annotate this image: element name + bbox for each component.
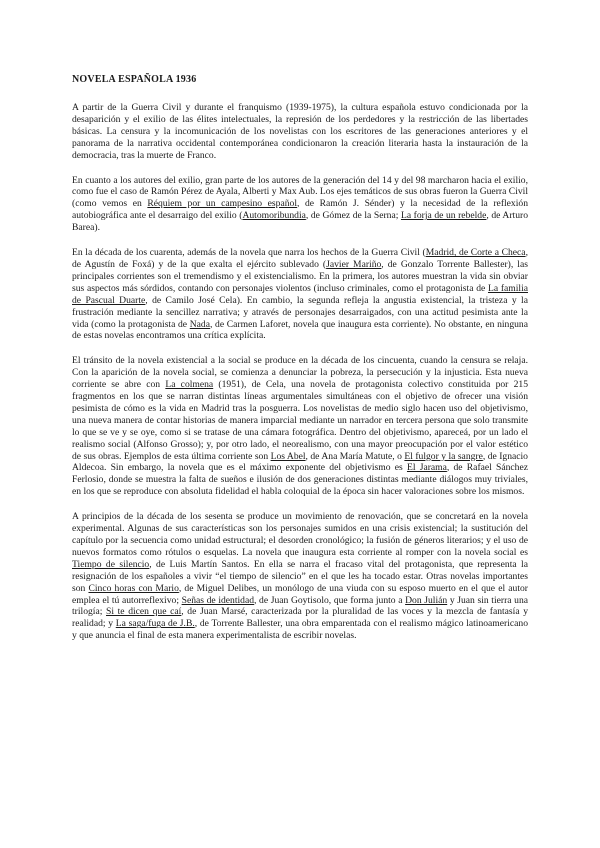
book-title: Tiempo de silencio xyxy=(72,558,150,570)
text-run: , de Carmen Laforet, novela que inaugura esta corriente). No obstante, en ninguna de estas novelas encontramos una crítica explícita. xyxy=(72,318,528,342)
text-run: , de Gonzalo Torrente Ballester), las principales corrientes son el tremendismo y el existencialismo. En la primera, los autores muestran la vida sin obviar sus aspectos más sórdidos, contando con personajes violentos (incluso criminales, como el protagonista de xyxy=(72,258,528,294)
text-run: , de Torrente Ballester, una obra emparentada con el realismo mágico latinoamericano y que anuncia el final de esta manera experimentalista de escribir novelas. xyxy=(72,618,528,642)
text-run: , de Agustín de Foxá) y de la que exalta el ejército sublevado ( xyxy=(72,247,528,270)
book-title: La saga/fuga de J.B. xyxy=(115,618,195,630)
book-title: Madrid, de Corte a Checa xyxy=(425,247,526,259)
book-title: Nada xyxy=(189,318,210,330)
book-title: Si te dicen que caí xyxy=(106,606,182,618)
text-run: En la década de los cuarenta, además de la novela que narra los hechos de la Guerra Civil ( xyxy=(72,247,426,259)
book-title: Réquiem por un campesino español xyxy=(147,198,297,210)
book-title: La colmena xyxy=(165,379,214,391)
book-title: El Jarama xyxy=(406,462,447,474)
text-run: , de Juan Goytisolo, que forma junto a xyxy=(254,594,406,606)
book-title: La familia de Pascual Duarte xyxy=(72,282,528,306)
book-title: Javier Mariño xyxy=(326,258,382,270)
text-run: , de Juan Marsé, caracterizada por la pluralidad de las voces y la mezcla de fantasía y realidad; y xyxy=(72,606,529,630)
text-run: , de Camilo José Cela). En cambio, la segunda refleja la angustia existencial, la tristeza y la frustración mediante la sencillez narrativa; y através de personajes desarraigados, con una actitud pesimista ante la vida (como la protagonista de xyxy=(72,294,528,330)
text-run: , de Rafael Sánchez Ferlosio, donde se muestra la falta de sueños e ilusión de dos generaciones distintas mediante diálogos muy triviales, en los que se reproduce con absoluta fidelidad el habla coloquial de la época sin hacer valoraciones sobre los mismos. xyxy=(72,462,529,498)
book-title: Automoribundia xyxy=(242,210,306,222)
text-run: , de Ana María Matute, o xyxy=(305,450,405,462)
text-run: A partir de la Guerra Civil y durante el franquismo (1939-1975), la cultura española estuvo condicionada por la desaparición y el exilio de las élites intelectuales, la represión de los perdedores y la restricción de las libertades básicas. La censura y la incomunicación de los novelistas con los escritores de las generaciones anteriores y el panorama de la narrativa occidental contemporánea condicionaron la creación literaria hasta la instauración de la democracia, tras la muerte de Franco. xyxy=(72,102,528,161)
paragraph-forties xyxy=(72,247,528,342)
document-page xyxy=(72,74,528,653)
text-run: , de Arturo Barea). xyxy=(72,210,528,234)
text-run: , de Gómez de la Serna; xyxy=(305,210,401,222)
text-run: En cuanto a los autores del exilio, gran parte de los autores de la generación del 14 y del 98 marcharon hacia el exilio, como fue el caso de Ramón Pérez de Ayala, Alberti y Max Aub. Los ejes temáticos de sus obras fueron la Guerra Civil (como vemos en xyxy=(72,174,528,210)
paragraph-fifties xyxy=(72,355,528,498)
book-title: Señas de identidad xyxy=(181,594,255,606)
text-run: A principios de la década de los sesenta se produce un movimiento de renovación, que se concretará en la novela experimental. Algunas de sus características son los personajes sumidos en una crisis existencial; la sustitución del capítulo por la secuencia como unidad estructural; el desorden cronológico; la fusión de géneros literarios; y el uso de nuevos formatos como rótulos o esquelas. La novela que inaugura esta corriente al romper con la novela social es xyxy=(72,511,528,558)
document-title: NOVELA ESPAÑOLA 1936 xyxy=(72,74,197,85)
book-title: La forja de un rebelde xyxy=(400,210,487,222)
text-run: , de Ignacio Aldecoa. Sin embargo, la novela que es el máximo exponente del objetivismo es xyxy=(72,450,528,474)
book-title: Cinco horas con Mario xyxy=(88,582,179,594)
paragraph-exile xyxy=(72,175,528,235)
text-run: (1951), de Cela, una novela de protagonista colectivo constituida por 215 fragmentos en los que se narran distintas líneas argumentales simultáneas con el objetivo de ofrecer una visión pesimista de cómo es la vida en Madrid tras la posguerra. Los novelistas de medio siglo hacen uso del objetivismo, una nueva manera de contar historias de manera imparcial mediante un narrador en tercera persona que solo transmite lo que se ve y se oye, como si se tratase de una cámara fotográfica. Dentro del objetivismo, apareceá, por un lado el realismo social (Alfonso Grosso); y, por otro lado, el neorealismo, con una mayor preocupación por el valor estético de sus obras. Ejemplos de esta última corriente son xyxy=(72,379,528,462)
text-run: , de Miguel Delibes, un monólogo de una viuda con su esposo muerto en el que el autor emplea el tú autorreflexivo; xyxy=(72,582,528,606)
paragraph-intro xyxy=(72,102,528,162)
text-run: y Juan sin tierra una trilogía; xyxy=(72,594,529,618)
text-run: , de Luis Martín Santos. En ella se narra el fracaso vital del protagonista, que representa la resignación de los españoles a vivir “el tiempo de silencio” en el que les ha tocado estar. Otras novelas importantes son xyxy=(72,558,528,594)
text-run: , de Ramón J. Sénder) y la necesidad de la reflexión autobiográfica ante el desarraigo del exilio ( xyxy=(72,198,528,222)
book-title: Don Julián xyxy=(405,594,448,606)
book-title: El fulgor y la sangre xyxy=(404,450,483,462)
text-run: El tránsito de la novela existencial a la social se produce en la década de los cincuenta, cuando la censura se relaja. Con la aparición de la novela social, se comienza a denunciar la pobreza, la persecución y la injusticia. Esta nueva corriente se abre con xyxy=(72,355,528,391)
paragraph-sixties xyxy=(72,511,528,642)
book-title: Los Abel xyxy=(270,450,306,462)
